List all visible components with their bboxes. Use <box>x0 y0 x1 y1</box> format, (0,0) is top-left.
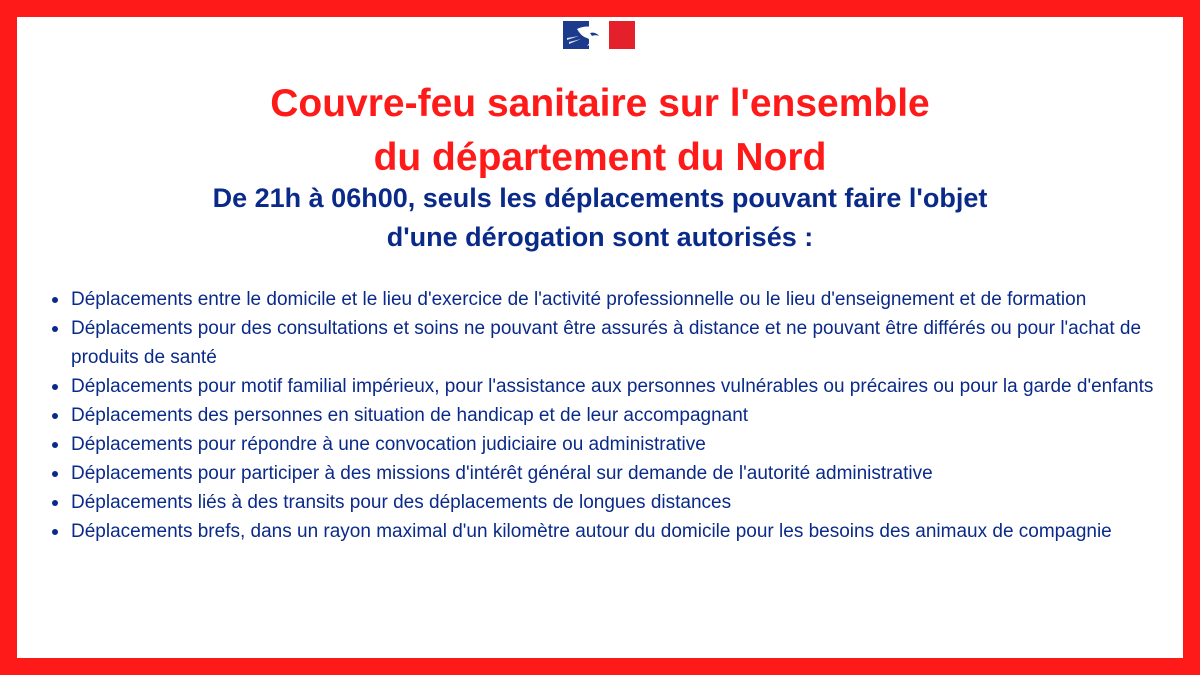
list-item-text: Déplacements liés à des transits pour des déplacements de longues distances <box>71 492 732 513</box>
list-item <box>71 285 1191 314</box>
poster-subtitle <box>17 179 1183 257</box>
bullet-icon <box>52 413 58 419</box>
bullet-icon <box>52 500 58 506</box>
poster-title <box>17 77 1183 185</box>
title-line-2: du département du Nord <box>373 136 827 179</box>
list-item <box>71 517 1191 546</box>
subtitle-line-2: d'une dérogation sont autorisés : <box>386 222 814 252</box>
bullet-icon <box>52 529 58 535</box>
bullet-icon <box>52 297 58 303</box>
subtitle-line-1: De 21h à 06h00, seuls les déplacements pouvant faire l'objet <box>212 183 988 213</box>
list-item <box>71 459 1191 488</box>
list-item-text: Déplacements pour répondre à une convocation judiciaire ou administrative <box>71 434 706 455</box>
list-item <box>71 430 1191 459</box>
list-item-text: Déplacements brefs, dans un rayon maximal d'un kilomètre autour du domicile pour les besoins des animaux de compagnie <box>71 521 1112 542</box>
list-item <box>71 401 1191 430</box>
bullet-icon <box>52 442 58 448</box>
list-item-text: Déplacements pour motif familial impérieux, pour l'assistance aux personnes vulnérables ou précaires ou pour la garde d'enfants <box>71 376 1154 397</box>
exemption-list <box>50 285 1191 546</box>
marianne-flag-icon <box>563 21 635 49</box>
bullet-icon <box>52 384 58 390</box>
title-line-1: Couvre-feu sanitaire sur l'ensemble <box>270 82 930 125</box>
list-item <box>71 488 1191 517</box>
list-item-text: Déplacements pour participer à des missions d'intérêt général sur demande de l'autorité administrative <box>71 463 933 484</box>
list-item-text: Déplacements des personnes en situation de handicap et de leur accompagnant <box>71 405 749 426</box>
list-item-text: Déplacements entre le domicile et le lieu d'exercice de l'activité professionnelle ou le lieu d'enseignement et de formation <box>71 289 1087 310</box>
list-item <box>71 372 1191 401</box>
list-item <box>71 314 1191 372</box>
bullet-icon <box>52 326 58 332</box>
marianne-flag-logo-icon <box>563 21 635 49</box>
bullet-icon <box>52 471 58 477</box>
list-item-text: Déplacements pour des consultations et soins ne pouvant être assurés à distance et ne pouvant être différés ou pour l'achat de produits de santé <box>71 318 1142 368</box>
